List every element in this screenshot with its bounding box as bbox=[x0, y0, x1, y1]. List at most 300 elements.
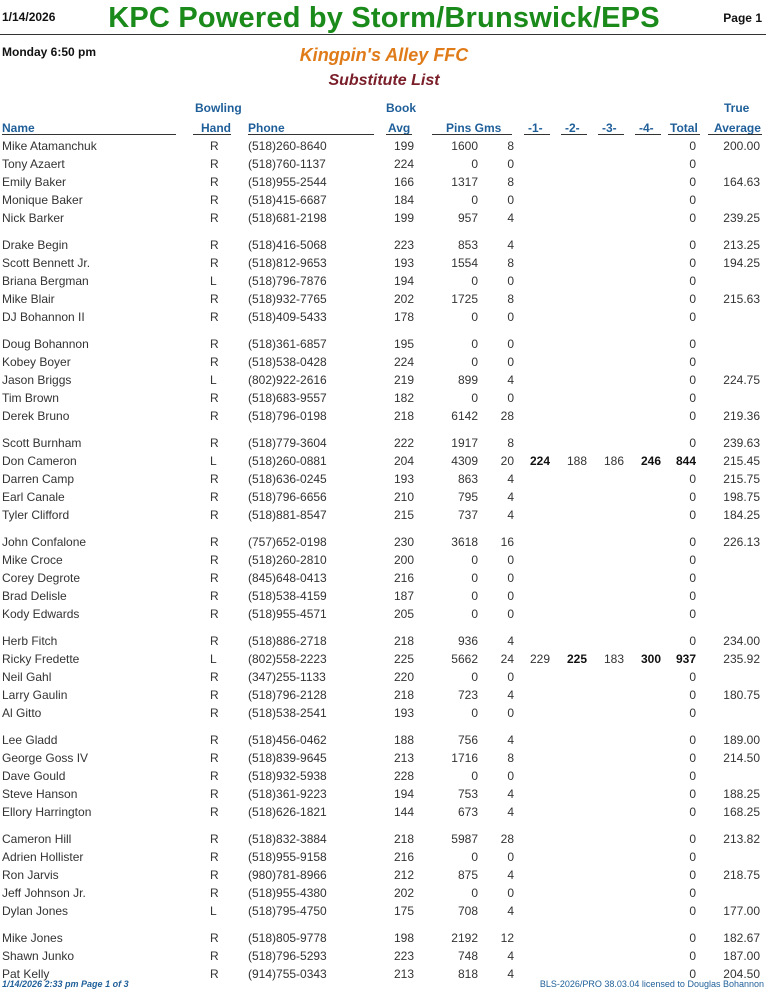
cell-phone: (518)538-4159 bbox=[248, 589, 327, 603]
cell-pins: 0 bbox=[471, 589, 478, 603]
cell-total: 0 bbox=[689, 409, 696, 423]
cell-hand: R bbox=[210, 292, 219, 306]
cell-true-avg: 226.13 bbox=[723, 535, 760, 549]
table-row bbox=[0, 211, 768, 229]
cell-gms: 24 bbox=[500, 652, 514, 666]
cell-avg: 222 bbox=[393, 436, 414, 450]
cell-total: 0 bbox=[689, 589, 696, 603]
cell-name: Steve Hanson bbox=[2, 787, 78, 801]
cell-phone: (518)636-0245 bbox=[248, 472, 327, 486]
cell-name: Drake Begin bbox=[2, 238, 69, 252]
cell-pins: 753 bbox=[457, 787, 478, 801]
cell-name: Doug Bohannon bbox=[2, 337, 89, 351]
cell-phone: (518)832-3884 bbox=[248, 832, 327, 846]
cell-phone: (518)932-5938 bbox=[248, 769, 327, 783]
cell-phone: (518)805-9778 bbox=[248, 931, 327, 945]
table-row bbox=[0, 409, 768, 427]
cell-name: Scott Bennett Jr. bbox=[2, 256, 91, 270]
cell-total: 0 bbox=[689, 904, 696, 918]
cell-avg: 218 bbox=[393, 409, 414, 423]
table-row bbox=[0, 337, 768, 355]
cell-total: 0 bbox=[689, 292, 696, 306]
cell-phone: (518)886-2718 bbox=[248, 634, 327, 648]
table-row bbox=[0, 256, 768, 274]
cell-phone: (980)781-8966 bbox=[248, 868, 327, 882]
g2-underline bbox=[561, 134, 587, 135]
cell-total: 0 bbox=[689, 490, 696, 504]
cell-total: 0 bbox=[689, 238, 696, 252]
cell-total: 0 bbox=[689, 832, 696, 846]
cell-pins: 0 bbox=[471, 193, 478, 207]
cell-true-avg: 164.63 bbox=[723, 175, 760, 189]
cell-phone: (518)812-9653 bbox=[248, 256, 327, 270]
cell-gms: 4 bbox=[507, 904, 514, 918]
cell-gms: 8 bbox=[507, 256, 514, 270]
table-row bbox=[0, 292, 768, 310]
cell-name: Jason Briggs bbox=[2, 373, 72, 387]
cell-hand: R bbox=[210, 949, 219, 963]
table-row bbox=[0, 535, 768, 553]
cell-phone: (347)255-1133 bbox=[248, 670, 326, 684]
hand-underline bbox=[193, 134, 231, 135]
total-underline bbox=[668, 134, 700, 135]
league-day-time: Monday 6:50 pm bbox=[2, 45, 97, 59]
cell-avg: 228 bbox=[393, 769, 414, 783]
cell-name: Mike Atamanchuk bbox=[2, 139, 97, 153]
cell-phone: (802)922-2616 bbox=[248, 373, 327, 387]
cell-hand: R bbox=[210, 733, 219, 747]
cell-name: Don Cameron bbox=[2, 454, 77, 468]
table-row bbox=[0, 751, 768, 769]
cell-pins: 737 bbox=[457, 508, 478, 522]
cell-g4: 246 bbox=[640, 454, 661, 468]
cell-phone: (518)955-9158 bbox=[248, 850, 327, 864]
cell-total: 0 bbox=[689, 769, 696, 783]
cell-name: Tim Brown bbox=[2, 391, 59, 405]
cell-hand: R bbox=[210, 508, 219, 522]
cell-avg: 224 bbox=[393, 157, 414, 171]
cell-hand: R bbox=[210, 688, 219, 702]
cell-gms: 4 bbox=[507, 805, 514, 819]
cell-true-avg: 213.82 bbox=[723, 832, 760, 846]
cell-avg: 202 bbox=[393, 292, 414, 306]
cell-avg: 216 bbox=[393, 850, 414, 864]
cell-avg: 223 bbox=[393, 238, 414, 252]
cell-name: Ellory Harrington bbox=[2, 805, 92, 819]
cell-total: 0 bbox=[689, 193, 696, 207]
table-row bbox=[0, 175, 768, 193]
cell-hand: R bbox=[210, 409, 219, 423]
cell-total: 0 bbox=[689, 337, 696, 351]
cell-total: 0 bbox=[689, 688, 696, 702]
cell-hand: L bbox=[210, 274, 217, 288]
cell-phone: (518)955-4571 bbox=[248, 607, 327, 621]
cell-true-avg: 187.00 bbox=[723, 949, 760, 963]
avg-underline bbox=[386, 134, 412, 135]
cell-avg: 194 bbox=[393, 787, 414, 801]
cell-pins: 0 bbox=[471, 886, 478, 900]
cell-name: Shawn Junko bbox=[2, 949, 75, 963]
cell-gms: 8 bbox=[507, 292, 514, 306]
cell-hand: R bbox=[210, 238, 219, 252]
cell-hand: R bbox=[210, 787, 219, 801]
cell-gms: 0 bbox=[507, 355, 514, 369]
cell-phone: (518)681-2198 bbox=[248, 211, 327, 225]
cell-pins: 0 bbox=[471, 769, 478, 783]
table-row bbox=[0, 787, 768, 805]
cell-avg: 199 bbox=[393, 139, 414, 153]
cell-pins: 723 bbox=[457, 688, 478, 702]
cell-hand: L bbox=[210, 904, 217, 918]
g4-underline bbox=[635, 134, 661, 135]
cell-phone: (518)796-0198 bbox=[248, 409, 327, 423]
cell-avg: 218 bbox=[393, 832, 414, 846]
cell-avg: 178 bbox=[393, 310, 414, 324]
cell-pins: 708 bbox=[457, 904, 478, 918]
cell-gms: 4 bbox=[507, 211, 514, 225]
cell-pins: 0 bbox=[471, 310, 478, 324]
table-row bbox=[0, 652, 768, 670]
cell-g3: 183 bbox=[603, 652, 624, 666]
table-row bbox=[0, 274, 768, 292]
cell-avg: 212 bbox=[393, 868, 414, 882]
table-row bbox=[0, 472, 768, 490]
cell-pins: 0 bbox=[471, 571, 478, 585]
cell-true-avg: 189.00 bbox=[723, 733, 760, 747]
cell-pins: 0 bbox=[471, 670, 478, 684]
cell-phone: (518)538-2541 bbox=[248, 706, 327, 720]
table-row bbox=[0, 886, 768, 904]
cell-pins: 5662 bbox=[451, 652, 478, 666]
cell-gms: 8 bbox=[507, 436, 514, 450]
cell-name: Derek Bruno bbox=[2, 409, 70, 423]
cell-hand: R bbox=[210, 571, 219, 585]
cell-phone: (518)955-2544 bbox=[248, 175, 327, 189]
cell-name: Kobey Boyer bbox=[2, 355, 71, 369]
cell-hand: R bbox=[210, 832, 219, 846]
cell-name: Mike Jones bbox=[2, 931, 63, 945]
cell-hand: R bbox=[210, 211, 219, 225]
cell-name: Ron Jarvis bbox=[2, 868, 59, 882]
cell-gms: 16 bbox=[500, 535, 514, 549]
cell-phone: (845)648-0413 bbox=[248, 571, 327, 585]
cell-avg: 182 bbox=[393, 391, 414, 405]
cell-true-avg: 215.75 bbox=[723, 472, 760, 486]
cell-pins: 0 bbox=[471, 274, 478, 288]
table-row bbox=[0, 193, 768, 211]
cell-hand: R bbox=[210, 850, 219, 864]
cell-hand: R bbox=[210, 751, 219, 765]
cell-pins: 3618 bbox=[451, 535, 478, 549]
cell-name: Mike Blair bbox=[2, 292, 55, 306]
cell-hand: R bbox=[210, 805, 219, 819]
table-row bbox=[0, 607, 768, 625]
cell-true-avg: 218.75 bbox=[723, 868, 760, 882]
cell-gms: 0 bbox=[507, 310, 514, 324]
cell-phone: (518)795-4750 bbox=[248, 904, 327, 918]
cell-gms: 28 bbox=[500, 409, 514, 423]
cell-hand: R bbox=[210, 490, 219, 504]
table-row bbox=[0, 670, 768, 688]
table-row bbox=[0, 454, 768, 472]
cell-total: 0 bbox=[689, 571, 696, 585]
cell-hand: R bbox=[210, 256, 219, 270]
cell-true-avg: 235.92 bbox=[723, 652, 760, 666]
cell-pins: 795 bbox=[457, 490, 478, 504]
cell-total: 0 bbox=[689, 139, 696, 153]
pins-underline bbox=[432, 134, 512, 135]
cell-hand: R bbox=[210, 391, 219, 405]
cell-avg: 225 bbox=[393, 652, 414, 666]
cell-gms: 4 bbox=[507, 508, 514, 522]
cell-hand: L bbox=[210, 373, 217, 387]
cell-phone: (518)796-5293 bbox=[248, 949, 327, 963]
cell-name: Jeff Johnson Jr. bbox=[2, 886, 86, 900]
cell-gms: 4 bbox=[507, 238, 514, 252]
cell-g3: 186 bbox=[603, 454, 624, 468]
cell-avg: 213 bbox=[393, 967, 414, 981]
table-row bbox=[0, 850, 768, 868]
cell-name: Briana Bergman bbox=[2, 274, 89, 288]
cell-gms: 4 bbox=[507, 733, 514, 747]
cell-name: Cameron Hill bbox=[2, 832, 72, 846]
cell-pins: 853 bbox=[457, 238, 478, 252]
cell-gms: 0 bbox=[507, 886, 514, 900]
table-row bbox=[0, 832, 768, 850]
cell-avg: 184 bbox=[393, 193, 414, 207]
cell-total: 0 bbox=[689, 670, 696, 684]
table-row bbox=[0, 157, 768, 175]
cell-true-avg: 198.75 bbox=[723, 490, 760, 504]
cell-total: 0 bbox=[689, 706, 696, 720]
cell-name: John Confalone bbox=[2, 535, 87, 549]
cell-total: 0 bbox=[689, 391, 696, 405]
cell-pins: 748 bbox=[457, 949, 478, 963]
cell-name: Ricky Fredette bbox=[2, 652, 80, 666]
cell-true-avg: 182.67 bbox=[723, 931, 760, 945]
cell-gms: 0 bbox=[507, 391, 514, 405]
cell-name: Darren Camp bbox=[2, 472, 75, 486]
cell-gms: 0 bbox=[507, 553, 514, 567]
cell-true-avg: 200.00 bbox=[723, 139, 760, 153]
cell-true-avg: 239.25 bbox=[723, 211, 760, 225]
table-row bbox=[0, 706, 768, 724]
cell-name: Corey Degrote bbox=[2, 571, 81, 585]
cell-pins: 1725 bbox=[451, 292, 478, 306]
col-game-4: -4- bbox=[639, 121, 654, 135]
cell-gms: 4 bbox=[507, 787, 514, 801]
g1-underline bbox=[524, 134, 550, 135]
cell-true-avg: 214.50 bbox=[723, 751, 760, 765]
cell-hand: R bbox=[210, 931, 219, 945]
cell-total: 0 bbox=[689, 274, 696, 288]
cell-avg: 204 bbox=[393, 454, 414, 468]
col-phone: Phone bbox=[248, 121, 285, 135]
cell-hand: R bbox=[210, 868, 219, 882]
cell-hand: R bbox=[210, 967, 219, 981]
cell-gms: 20 bbox=[500, 454, 514, 468]
cell-hand: R bbox=[210, 139, 219, 153]
table-row bbox=[0, 733, 768, 751]
cell-pins: 1917 bbox=[451, 436, 478, 450]
cell-total: 0 bbox=[689, 850, 696, 864]
cell-avg: 202 bbox=[393, 886, 414, 900]
cell-phone: (518)361-9223 bbox=[248, 787, 327, 801]
cell-total: 0 bbox=[689, 355, 696, 369]
table-row bbox=[0, 949, 768, 967]
cell-total: 844 bbox=[675, 454, 696, 468]
cell-gms: 0 bbox=[507, 274, 514, 288]
cell-pins: 899 bbox=[457, 373, 478, 387]
cell-phone: (518)260-8640 bbox=[248, 139, 327, 153]
cell-gms: 4 bbox=[507, 490, 514, 504]
cell-pins: 1716 bbox=[451, 751, 478, 765]
cell-avg: 219 bbox=[393, 373, 414, 387]
table-row bbox=[0, 490, 768, 508]
cell-hand: R bbox=[210, 670, 219, 684]
cell-avg: 195 bbox=[393, 337, 414, 351]
cell-pins: 5987 bbox=[451, 832, 478, 846]
cell-name: Kody Edwards bbox=[2, 607, 80, 621]
cell-gms: 0 bbox=[507, 670, 514, 684]
cell-gms: 0 bbox=[507, 193, 514, 207]
cell-phone: (757)652-0198 bbox=[248, 535, 327, 549]
cell-name: Pat Kelly bbox=[2, 967, 50, 981]
cell-true-avg: 219.36 bbox=[723, 409, 760, 423]
cell-name: Neil Gahl bbox=[2, 670, 52, 684]
cell-pins: 863 bbox=[457, 472, 478, 486]
table-row bbox=[0, 769, 768, 787]
cell-phone: (518)796-6656 bbox=[248, 490, 327, 504]
cell-true-avg: 204.50 bbox=[723, 967, 760, 981]
cell-total: 0 bbox=[689, 256, 696, 270]
cell-gms: 0 bbox=[507, 769, 514, 783]
col-true-top: True bbox=[724, 101, 750, 115]
g3-underline bbox=[598, 134, 624, 135]
true-avg-underline bbox=[708, 134, 762, 135]
cell-true-avg: 177.00 bbox=[723, 904, 760, 918]
cell-total: 0 bbox=[689, 472, 696, 486]
cell-pins: 0 bbox=[471, 607, 478, 621]
cell-phone: (518)626-1821 bbox=[248, 805, 327, 819]
cell-name: Lee Gladd bbox=[2, 733, 58, 747]
cell-total: 0 bbox=[689, 787, 696, 801]
cell-phone: (518)260-0881 bbox=[248, 454, 327, 468]
cell-gms: 0 bbox=[507, 850, 514, 864]
col-pins-gms: Pins Gms bbox=[446, 121, 502, 135]
cell-true-avg: 215.63 bbox=[723, 292, 760, 306]
cell-gms: 4 bbox=[507, 634, 514, 648]
table-row bbox=[0, 634, 768, 652]
cell-phone: (518)409-5433 bbox=[248, 310, 327, 324]
cell-gms: 4 bbox=[507, 373, 514, 387]
cell-total: 0 bbox=[689, 949, 696, 963]
cell-gms: 12 bbox=[500, 931, 514, 945]
cell-hand: R bbox=[210, 886, 219, 900]
cell-total: 937 bbox=[675, 652, 696, 666]
cell-avg: 198 bbox=[393, 931, 414, 945]
cell-avg: 230 bbox=[393, 535, 414, 549]
cell-hand: R bbox=[210, 706, 219, 720]
cell-name: Tony Azaert bbox=[2, 157, 65, 171]
cell-total: 0 bbox=[689, 634, 696, 648]
cell-avg: 215 bbox=[393, 508, 414, 522]
cell-avg: 210 bbox=[393, 490, 414, 504]
cell-name: Tyler Clifford bbox=[2, 508, 70, 522]
cell-total: 0 bbox=[689, 733, 696, 747]
cell-phone: (518)416-5068 bbox=[248, 238, 327, 252]
cell-true-avg: 188.25 bbox=[723, 787, 760, 801]
cell-phone: (518)760-1137 bbox=[248, 157, 326, 171]
table-row bbox=[0, 238, 768, 256]
cell-gms: 8 bbox=[507, 139, 514, 153]
cell-pins: 0 bbox=[471, 553, 478, 567]
cell-hand: R bbox=[210, 355, 219, 369]
cell-gms: 4 bbox=[507, 688, 514, 702]
cell-true-avg: 234.00 bbox=[723, 634, 760, 648]
name-underline bbox=[2, 134, 176, 135]
cell-g2: 188 bbox=[566, 454, 587, 468]
cell-hand: R bbox=[210, 589, 219, 603]
cell-total: 0 bbox=[689, 931, 696, 945]
cell-total: 0 bbox=[689, 211, 696, 225]
cell-pins: 756 bbox=[457, 733, 478, 747]
cell-gms: 8 bbox=[507, 175, 514, 189]
cell-total: 0 bbox=[689, 373, 696, 387]
cell-hand: R bbox=[210, 175, 219, 189]
cell-phone: (518)683-9557 bbox=[248, 391, 327, 405]
cell-avg: 220 bbox=[393, 670, 414, 684]
footer-license: BLS-2026/PRO 38.03.04 licensed to Douglas Bohannon bbox=[539, 979, 764, 989]
list-subtitle: Substitute List bbox=[328, 72, 440, 89]
cell-name: Emily Baker bbox=[2, 175, 67, 189]
report-title: KPC Powered by Storm/Brunswick/EPS bbox=[108, 2, 660, 34]
table-row bbox=[0, 139, 768, 157]
cell-pins: 2192 bbox=[451, 931, 478, 945]
cell-name: George Goss IV bbox=[2, 751, 89, 765]
table-row bbox=[0, 688, 768, 706]
cell-total: 0 bbox=[689, 607, 696, 621]
cell-avg: 224 bbox=[393, 355, 414, 369]
cell-avg: 218 bbox=[393, 688, 414, 702]
cell-avg: 223 bbox=[393, 949, 414, 963]
cell-gms: 4 bbox=[507, 868, 514, 882]
cell-pins: 875 bbox=[457, 868, 478, 882]
table-row bbox=[0, 931, 768, 949]
cell-pins: 0 bbox=[471, 706, 478, 720]
cell-total: 0 bbox=[689, 508, 696, 522]
cell-avg: 166 bbox=[393, 175, 414, 189]
cell-avg: 187 bbox=[393, 589, 414, 603]
cell-true-avg: 194.25 bbox=[723, 256, 760, 270]
report-date: 1/14/2026 bbox=[2, 10, 56, 24]
cell-name: DJ Bohannon II bbox=[2, 310, 85, 324]
cell-hand: R bbox=[210, 436, 219, 450]
table-row bbox=[0, 868, 768, 886]
cell-total: 0 bbox=[689, 157, 696, 171]
col-name: Name bbox=[2, 121, 35, 135]
cell-pins: 0 bbox=[471, 337, 478, 351]
cell-name: Nick Barker bbox=[2, 211, 65, 225]
cell-true-avg: 213.25 bbox=[723, 238, 760, 252]
cell-hand: R bbox=[210, 472, 219, 486]
cell-gms: 0 bbox=[507, 607, 514, 621]
cell-pins: 0 bbox=[471, 157, 478, 171]
cell-gms: 8 bbox=[507, 751, 514, 765]
cell-total: 0 bbox=[689, 175, 696, 189]
cell-phone: (518)796-2128 bbox=[248, 688, 327, 702]
cell-avg: 216 bbox=[393, 571, 414, 585]
